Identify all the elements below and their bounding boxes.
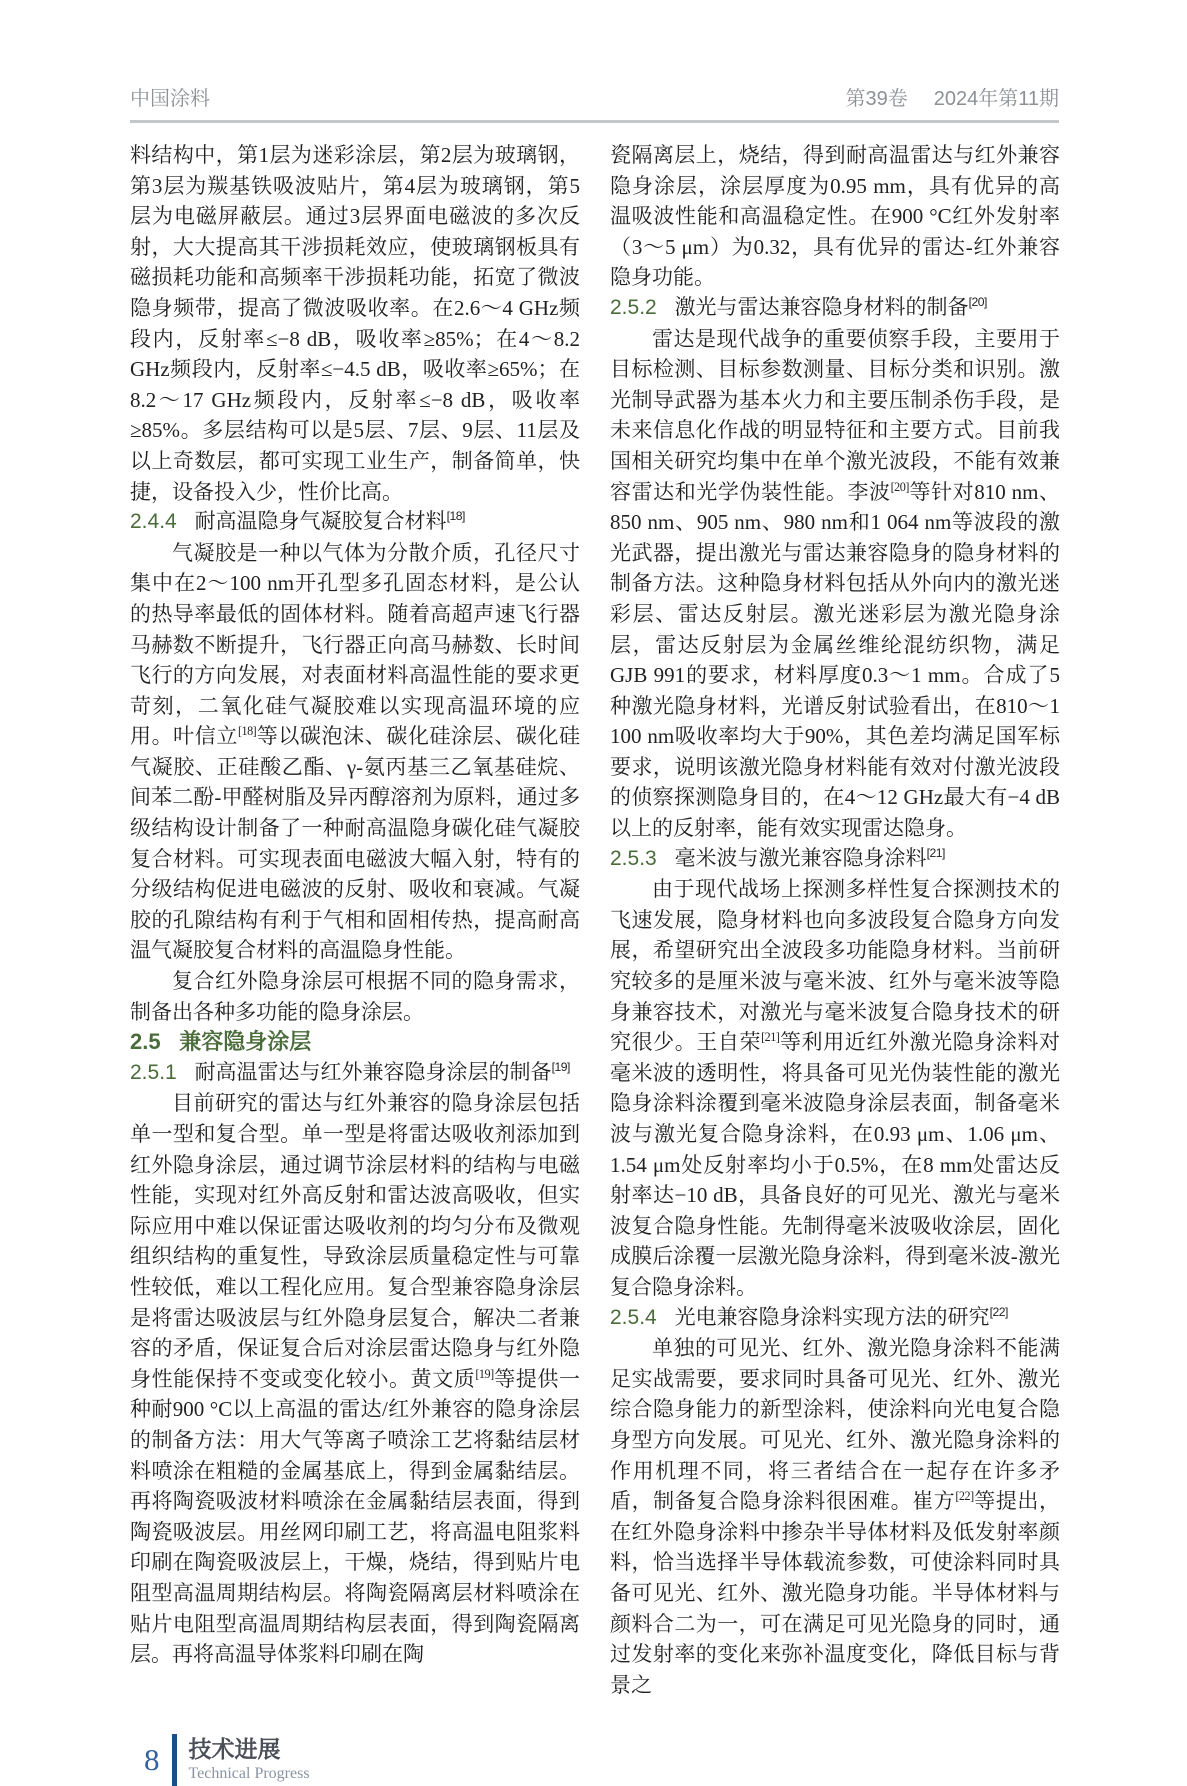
footer-divider <box>172 1734 177 1786</box>
journal-name: 中国涂料 <box>130 88 210 110</box>
heading-number: 2.5 <box>130 1029 161 1055</box>
heading-title: 耐高温隐身气凝胶复合材料[18] <box>194 509 465 534</box>
heading-title: 耐高温雷达与红外兼容隐身涂层的制备[19] <box>194 1059 570 1084</box>
issue-info <box>845 82 1059 111</box>
section-title-cn: 技术进展 <box>188 1736 281 1763</box>
section-heading-2.5.1 <box>130 1058 580 1089</box>
paragraph: 目前研究的雷达与红外兼容的隐身涂层包括单一型和复合型。单一型是将雷达吸收剂添加到红外隐身涂层，通过调节涂层材料的结构与电磁性能，实现对红外高反射和雷达波高吸收，但实际应用中难以保证雷达吸收剂的均匀分布及微观组织结构的重复性，导致涂层质量稳定性与可靠性较低，难以工程化应用。复合型兼容隐身涂层是将雷达吸波层与红外隐身层复合，解决二者兼容的矛盾，保证复合后对涂层雷达隐身与红外隐身性能保持不变或变化较小。黄文质[19]等提供一种耐900 °C以上高温的雷达/红外兼容的隐身涂层的制备方法：用大气等离子喷涂工艺将黏结层材料喷涂在粗糙的金属基底上，得到金属黏结层。再将陶瓷吸波材料喷涂在金属黏结层表面，得到陶瓷吸波层。用丝网印刷工艺，将高温电阻浆料印刷在陶瓷吸波层上，干燥，烧结，得到贴片电阻型高温周期结构层。将陶瓷隔离层材料喷涂在贴片电阻型高温周期结构层表面，得到陶瓷隔离层。再将高温导体浆料印刷在陶 <box>130 1091 580 1667</box>
paragraph: 单独的可见光、红外、激光隐身涂料不能满足实战需要，要求同时具备可见光、红外、激光综合隐身能力的新型涂料，使涂料向光电复合隐身型方向发展。可见光、红外、激光隐身涂料的作用机理不同，将三者结合在一起存在许多矛盾，制备复合隐身涂料很困难。崔方[22]等提出，在红外隐身涂料中掺杂半导体材料及低发射率颜料，恰当选择半导体载流参数，可使涂料同时具备可见光、红外、激光隐身功能。半导体材料与颜料合二为一，可在满足可见光隐身的同时，通过发射率的变化来弥补温度变化，降低目标与背景之 <box>610 1336 1060 1697</box>
paragraph: 复合红外隐身涂层可根据不同的隐身需求，制备出各种多功能的隐身涂层。 <box>130 969 580 1024</box>
paragraph: 气凝胶是一种以气体为分散介质，孔径尺寸集中在2～100 nm开孔型多孔固态材料，是公认的热导率最低的固体材料。随着高超声速飞行器马赫数不断提升，飞行器正向高马赫数、长时间飞行的方向发展，对表面材料高温性能的要求更苛刻，二氧化硅气凝胶难以实现高温环境的应用。叶信立[18]等以碳泡沫、碳化硅涂层、碳化硅气凝胶、正硅酸乙酯、γ-氨丙基三乙氧基硅烷、间苯二酚-甲醛树脂及异丙醇溶剂为原料，通过多级结构设计制备了一种耐高温隐身碳化硅气凝胶复合材料。可实现表面电磁波大幅入射，特有的分级结构促进电磁波的反射、吸收和衰减。气凝胶的孔隙结构有利于气相和固相传热，提高耐高温气凝胶复合材料的高温隐身性能。 <box>130 540 581 963</box>
section-heading-2.5.3 <box>610 844 1060 875</box>
heading-title: 光电兼容隐身涂料实现方法的研究[22] <box>674 1304 1008 1329</box>
paragraph: 雷达是现代战争的重要侦察手段，主要用于目标检测、目标参数测量、目标分类和识别。激光制导武器为基本火力和主要压制杀伤手段，是未来信息化作战的明显特征和主要方式。目前我国相关研究均集中在单个激光波段，不能有效兼容雷达和光学伪装性能。李波[20]等针对810 nm、850 nm、905 nm、980 nm和1 064 nm等波段的激光武器，提出激光与雷达兼容隐身的隐身材料的制备方法。这种隐身材料包括从外向内的激光迷彩层、雷达反射层。激光迷彩层为激光隐身涂层，雷达反射层为金属丝维纶混纺织物，满足GJB 991的要求，材料厚度0.3～1 mm。合成了5种激光隐身材料，光谱反射试验看出，在810～1 100 nm吸收率均大于90%，其色差均满足国军标要求，说明该激光隐身材料能有效对付激光波段的侦察探测隐身目的，在4～12 GHz最大有−4 dB以上的反射率，能有效实现雷达隐身。 <box>610 326 1061 841</box>
page-header <box>130 82 1059 123</box>
heading-title: 兼容隐身涂层 <box>179 1029 312 1055</box>
heading-title: 毫米波与激光兼容隐身涂料[21] <box>674 845 945 870</box>
paragraph: 由于现代战场上探测多样性复合探测技术的飞速发展，隐身材料也向多波段复合隐身方向发展，希望研究出全波段多功能隐身材料。当前研究较多的是厘米波与毫米波、红外与毫米波等隐身兼容技术，对激光与毫米波复合隐身技术的研究很少。王自荣[21]等利用近红外激光隐身涂料对毫米波的透明性，将具备可见光伪装性能的激光隐身涂料涂覆到毫米波隐身涂层表面，制备毫米波与激光复合隐身涂料，在0.93 μm、1.06 μm、1.54 μm处反射率均小于0.5%，在8 mm处雷达反射率达−10 dB，具备良好的可见光、激光与毫米波复合隐身性能。先制得毫米波吸收涂层，固化成膜后涂覆一层激光隐身涂料，得到毫米波-激光复合隐身涂料。 <box>610 877 1061 1299</box>
heading-ref: [18] <box>446 509 465 524</box>
right-column <box>610 140 1060 1700</box>
heading-ref: [21] <box>926 845 945 860</box>
section-heading-2.5 <box>130 1027 580 1058</box>
section-heading-2.5.2 <box>610 293 1060 324</box>
section-banner <box>189 1736 310 1784</box>
issue-label: 2024年第11期 <box>933 88 1059 110</box>
heading-number: 2.5.3 <box>610 846 657 870</box>
paragraph: 瓷隔离层上，烧结，得到耐高温雷达与红外兼容隐身涂层，涂层厚度为0.95 mm，具有优异的高温吸波性能和高温稳定性。在900 °C红外发射率（3～5 μm）为0.32，具有优异的雷达-红外兼容隐身功能。 <box>610 143 1060 290</box>
volume-label: 第39卷 <box>845 88 908 110</box>
heading-number: 2.4.4 <box>130 510 177 534</box>
page-number: 8 <box>144 1742 160 1778</box>
heading-ref: [22] <box>989 1304 1008 1319</box>
heading-number: 2.5.1 <box>130 1060 177 1084</box>
section-title-en: Technical Progress <box>188 1765 310 1783</box>
heading-title: 激光与雷达兼容隐身材料的制备[20] <box>674 294 987 319</box>
heading-number: 2.5.4 <box>610 1305 657 1329</box>
heading-ref: [19] <box>551 1059 570 1074</box>
paragraph: 料结构中，第1层为迷彩涂层，第2层为玻璃钢，第3层为羰基铁吸波贴片，第4层为玻璃钢，第5层为电磁屏蔽层。通过3层界面电磁波的多次反射，大大提高其干涉损耗效应，使玻璃钢板具有磁损耗功能和高频率干涉损耗功能，拓宽了微波隐身频带，提高了微波吸收率。在2.6～4 GHz频段内，反射率≤−8 dB，吸收率≥85%；在4～8.2 GHz频段内，反射率≤−4.5 dB，吸收率≥65%；在8.2～17 GHz频段内，反射率≤−8 dB，吸收率≥85%。多层结构可以是5层、7层、9层、11层及以上奇数层，都可实现工业生产，制备简单，快捷，设备投入少，性价比高。 <box>130 143 580 504</box>
heading-ref: [20] <box>968 294 987 309</box>
page-footer <box>144 1734 1059 1786</box>
article-body <box>130 140 1059 1700</box>
heading-number: 2.5.2 <box>610 295 657 319</box>
section-heading-2.5.4 <box>610 1303 1060 1334</box>
section-heading-2.4.4 <box>130 507 580 538</box>
left-column <box>130 140 580 1700</box>
